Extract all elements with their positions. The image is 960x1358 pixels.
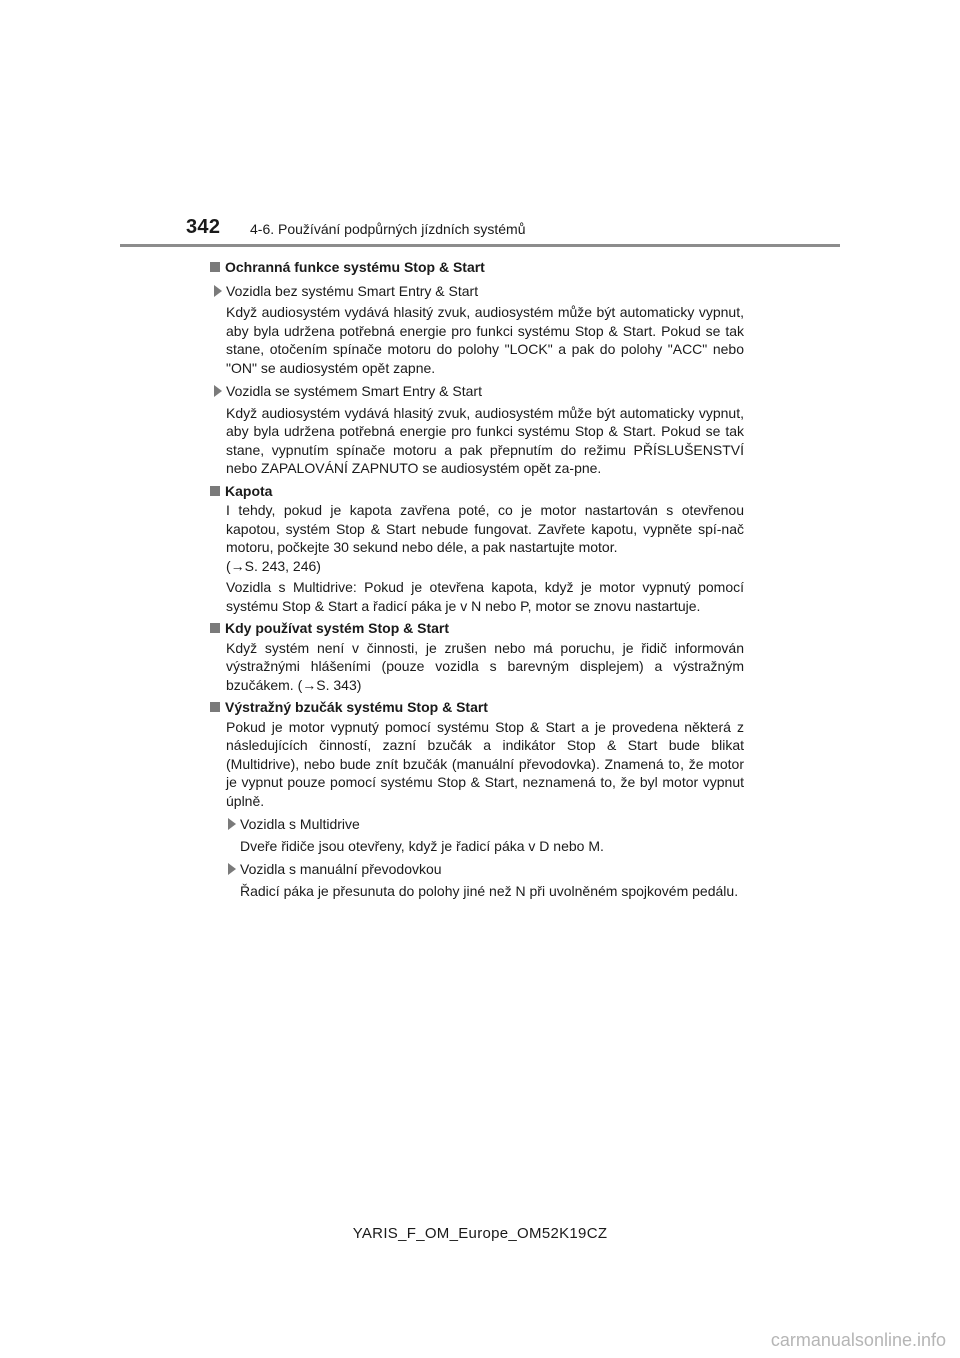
heading-hood — [210, 482, 744, 501]
subheading-text: Vozidla bez systému Smart Entry & Start — [226, 282, 479, 299]
heading-text: Ochranná funkce systému Stop & Start — [225, 259, 485, 275]
subheading-with-smart-entry — [214, 382, 744, 401]
section-title: 4-6. Používání podpůrných jízdních systémů — [250, 221, 526, 237]
watermark: carmanualsonline.info — [770, 1330, 946, 1350]
subheading-multidrive — [228, 815, 744, 834]
paragraph: Pokud je motor vypnutý pomocí systému Stop & Start a je provedena některá z následujících činností, zazní bzučák a indikátor Stop & Start bude blikat (Multidrive), nebo bude znít bzučák (manuální převodovka). Znamená to, že motor je vypnut pouze pomocí systému Stop & Start, neznamená to, že byl motor vypnut úplně. — [226, 718, 744, 809]
paragraph: Dveře řidiče jsou otevřeny, když je řadicí páka v D nebo M. — [240, 837, 604, 854]
heading-warning-buzzer — [210, 698, 744, 717]
heading-text: Výstražný bzučák systému Stop & Start — [225, 699, 488, 715]
heading-text: Kapota — [225, 482, 273, 499]
subheading-without-smart-entry — [214, 282, 744, 301]
header-rule — [120, 244, 840, 247]
triangle-bullet-icon — [228, 818, 236, 830]
footer-code: YARIS_F_OM_Europe_OM52K19CZ — [352, 1225, 608, 1242]
square-bullet-icon — [210, 486, 220, 496]
subheading-manual-transmission — [228, 860, 744, 879]
paragraph: Vozidla s Multidrive: Pokud je otevřena kapota, když je motor vypnutý pomocí systému Stop & Start a řadicí páka je v N nebo P, motor se znovu nastartuje. — [226, 579, 744, 614]
subheading-text: Vozidla s Multidrive — [240, 816, 360, 832]
page-number: 342 — [186, 216, 221, 238]
square-bullet-icon — [210, 702, 220, 712]
triangle-bullet-icon — [228, 863, 236, 875]
heading-text: Kdy používat systém Stop & Start — [225, 620, 450, 636]
page-reference: (→S. 243, 246) — [226, 557, 321, 574]
paragraph: Když systém není v činnosti, je zrušen nebo má poruchu, je řidič informován výstražnými hlášeními (pouze vozidla s barevným displejem) a výstražným bzučákem. (→S. 343) — [226, 639, 744, 693]
paragraph: I tehdy, pokud je kapota zavřena poté, co je motor nastartován s otevřenou kapotou, systém Stop & Start nebude fungovat. Zavřete kapotu, vypněte spí-nač motoru, počkejte 30 sekund nebo déle, a pak nastartujte motor. — [226, 502, 744, 555]
paragraph: Když audiosystém vydává hlasitý zvuk, audiosystém může být automaticky vypnut, aby byla udržena potřebná energie pro funkci systému Stop & Start. Pokud se tak stane, otočením spínače motoru do polohy "LOCK" a pak do polohy "ACC" nebo "ON" se audiosystém opět zapne. — [226, 304, 744, 376]
square-bullet-icon — [210, 262, 220, 272]
paragraph: Když audiosystém vydává hlasitý zvuk, audiosystém může být automaticky vypnut, aby byla udržena potřebná energie pro funkci systému Stop & Start. Pokud se tak stane, vypnutím spínače motoru a pak přepnutím do režimu PŘÍSLUŠENSTVÍ nebo ZAPALOVÁNÍ ZAPNUTO se audiosystém opět za-pne. — [226, 404, 744, 476]
heading-protection-function — [210, 258, 744, 277]
page-content — [210, 254, 744, 900]
triangle-bullet-icon — [214, 285, 222, 297]
heading-when-to-use — [210, 619, 744, 638]
subheading-text: Vozidla s manuální převodovkou — [240, 861, 442, 877]
triangle-bullet-icon — [214, 385, 222, 397]
paragraph: Řadicí páka je přesunuta do polohy jiné než N při uvolněném spojkovém pedálu. — [240, 882, 739, 899]
subheading-text: Vozidla se systémem Smart Entry & Start — [226, 383, 482, 399]
square-bullet-icon — [210, 623, 220, 633]
